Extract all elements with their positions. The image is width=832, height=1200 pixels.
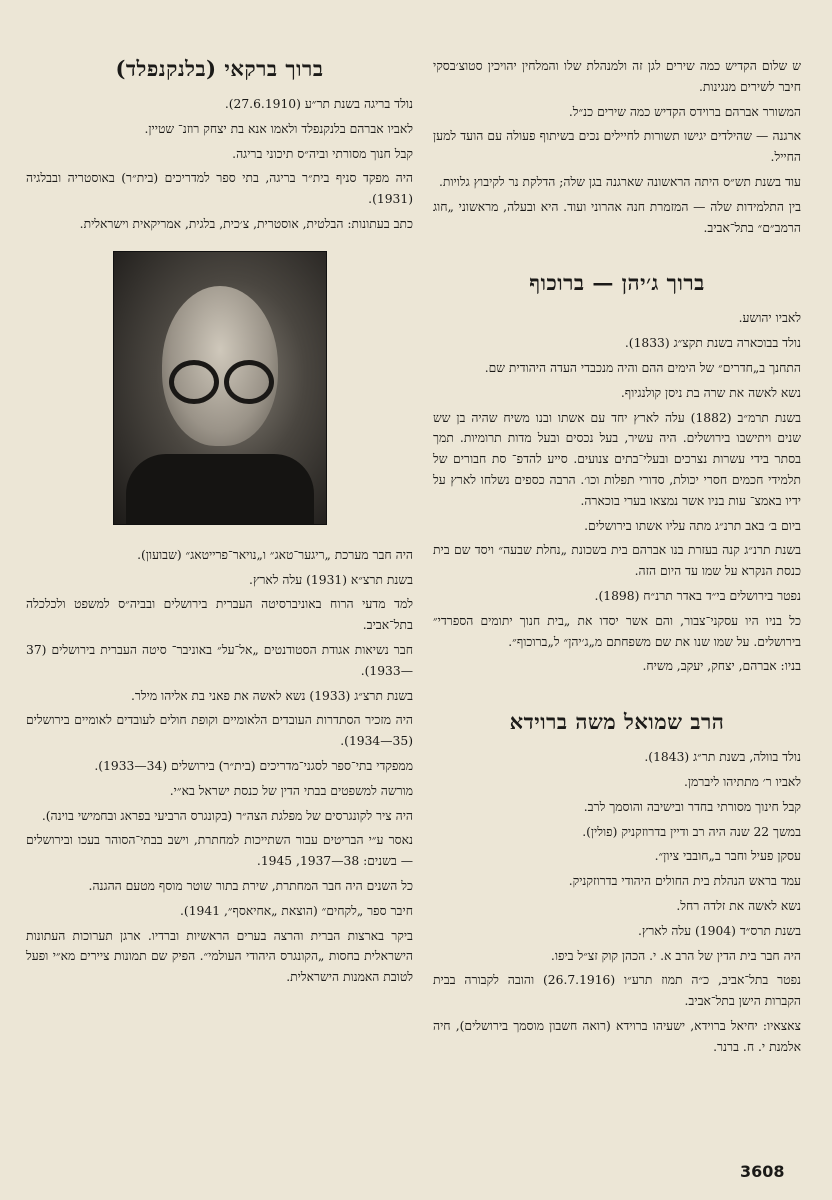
entry-baruch-barkai (26, 56, 413, 988)
paragraph: קבל חינוך מסורתי בחדר ובישיבה והוסמך לרב. (583, 799, 801, 814)
left-column (26, 56, 413, 992)
paragraph: עסקן פעיל וחבר ב„חובבי ציון״. (654, 849, 801, 864)
paragraph: במשך 22 שנה היה רב ודיין בדרוזקניק (פולין). (582, 824, 801, 839)
paragraph: ביקר בארצות הברית והרצה בערים הראשיות וברדיו. ארגן תערוכות העתונות הישראלית בחסות „הקונגרס היהודי העולמי״. הפיק שם תמונות ציירים מא״י ופעל לטובת האמנות הישראלית. (26, 928, 413, 985)
paragraph: ארגנה — שהילדים יגישו תשורות לחיילים נכים בשיתוף פעולה עם הועד למען החייל. (433, 129, 801, 165)
paragraph: נאסר ע״י הבריטים עבור השתייכות למחתרת, וישב בבתי־הסוהר בעכו ובירושלים — בשנים: 38—1937, 1945. (26, 833, 413, 869)
paragraph: כל בניו היו עסקני־צבור, והם אשר יסדו את „בית חנוך יתומים הספרדי״ בירושלים. על שמו שנו את שם משפחתם מ„ג׳יהן״ ל„ברוכוף״. (433, 613, 801, 649)
paragraph: בשנת תרמ״ב (1882) עלה לארץ יחד עם אשתו ובנו משיח שהיה בן שש שנים ויתישבו בירושלים. היה עשיר, בעל נכסים ובעל מדות תרומיות. תמך בסתר בידי עשרות נצרכים ובעלי־בתים צנועים. סייע להדפ־ סת חבורים של תלמידי חכמים חסרי יכולת, סדורי תפלות וכו׳. הרבה כספים נשלחו לארץ על ידיו באמצ־ עות בניו אשר נמצאו בערי בוכארה. (433, 410, 801, 508)
entry-baruch-jihan (433, 270, 801, 677)
entry-title: ברוך ברקאי (בלנקנפלד) (115, 56, 324, 81)
paragraph: לאביו יהושע. (738, 311, 801, 326)
paragraph: לאביו ר׳ מתתיהו ליברמן. (683, 774, 801, 789)
paragraph: בשנת תרצ״ג (1933) נשא לאשה את פאני בת אליהו מילר. (130, 688, 413, 703)
paragraph: בניו: אברהם, יצחק, יעקב, משיח. (642, 659, 801, 674)
paragraph: מורשה למשפטים בבתי הדין של כנסת ישראל בא״י. (169, 783, 413, 798)
right-column (433, 56, 801, 1061)
paragraph: קבל חנוך מסורתי וביה״ס תיכוני בריגה. (232, 146, 413, 161)
paragraph: כל השנים היה חבר המחתרת, שירת בתור שוטר מוסף מטעם ההגנה. (88, 878, 413, 893)
page-number: 3608 (740, 1162, 785, 1181)
entry-title: הרב שמואל משה ברוידא (509, 709, 725, 735)
paragraph: היה חבר בית הדין של הרב א. י. הכהן קוק זצ״ל ביפו. (550, 948, 801, 963)
paragraph: בשנת תרנ״ג קנה בעזרת בנו אברהם בית בשכונת „נחלת שבעה״ ויסד שם בית כנסת הנקרא על שמו עד היום הזה. (433, 543, 801, 579)
paragraph: כתב בעתונות: הבלטית, אוסטרית, צ׳כית, בלגית, אמריקאית וישראלית. (79, 216, 413, 231)
paragraph: המשורר אברהם ברוידס הקדיש כמה שירים כנ״ל. (568, 104, 801, 119)
paragraph: עמד בראש הנהלת בית החולים היהודי בדרוזקניק. (568, 874, 801, 889)
paragraph: ממפקדי בתי־ספר לסגני־מדריכים (בית״ר) בירושלים (34—1933). (94, 758, 413, 773)
paragraph: לאביו אברהם בלנקנפלד ולאמו אנא בת יצחק רוזנ־ שטיין. (144, 121, 413, 136)
paragraph: נפטר בתל־אביב, כ״ה תמוז תרע״ו (26.7.1916) והובה לקבורה בבית הקברות הישן בתל־אביב. (433, 973, 802, 1009)
paragraph: היה מפקד סניף בית״ר בריגה, בתי ספר למדריכים (בית״ר) באוסטריה ובבלגיה (1931). (26, 171, 413, 207)
paragraph: ש שלום הקדיש כמה שירים לגן זה ולמנהלת שלו והמלחין יהויכין סטוצ׳בסקי חיבר לשירים מנגינות. (433, 59, 801, 94)
paragraph: היה מזכיר הסתדרות העובדים הלאומיים וקופת חולים לעובדים לאומיים בירושלים (35—1934). (26, 713, 413, 749)
paragraph: נשא לאשה את שרה בת ניסן קולנגיוף. (620, 385, 801, 400)
paragraph: נפטר בירושלים בי״ד באדר תרנ״ח (1898). (594, 588, 801, 603)
entry-title: ברוך ג׳יהן — ברוכוף (529, 270, 705, 296)
portrait-photo (113, 251, 327, 525)
paragraph: ביום ב׳ באב תרנ״ג מתה עליו אשתו בירושלים. (584, 518, 801, 533)
paragraph: חבר נשיאות אגודת הסטודנטים „אל־על״ באוניבר־ סיטה העברית בירושלים (37—1933). (26, 642, 413, 678)
entry-shmuel-broyda (433, 709, 801, 1057)
paragraph: בשנת תרצ״א (1931) עלה לארץ. (249, 572, 413, 587)
paragraph: נולד בוולה, בשנת תר״ג (1843). (644, 750, 801, 765)
paragraph: נולד בבוכארה בשנת תקצ״ג (1833). (624, 336, 801, 351)
paragraph: היה ציר לקונגרסים של מפלגת הצה״ר (בקונגרס הרביעי בפראג ובחמישי בוינה). (41, 808, 413, 823)
paragraph: צאצאיו: יחיאל ברוידא, ישעיהו ברוידא (רואה חשבון מוסמך בירושלים), חיה אלמנת י. ח. ברנר. (433, 1018, 801, 1054)
paragraph: בין התלמידות שלה — המזמרת חנה אהרוני ועוד. היא ובעלה, מראשוני „חוג הרמב״ם״ בתל־אביב. (433, 199, 801, 235)
paragraph: נשא לאשה את זלדה רחל. (676, 898, 801, 913)
paragraph: למד מדעי הרוח באוניברסיטה העברית בירושלים ובביה״ס למשפט ולכלכלה בתל־אביב. (26, 597, 413, 633)
paragraph: חיבר ספר „לקחים״ (הוצאת „אחיאסף״, 1941). (180, 903, 413, 918)
paragraph: בשנת תרס״ד (1904) עלה לארץ. (637, 923, 801, 938)
intro-section (433, 56, 801, 238)
paragraph: עוד בשנת תש״ס היתה הראשונה שארגנה בגן שלה; הדלקת נר לקיבוץ גלויות. (439, 174, 801, 189)
paragraph: נולד בריגה בשנת תר״ע (27.6.1910). (224, 97, 413, 111)
paragraph: התחנך ב„חדרים״ של הימים ההם והיה מנכבדי העדה היהודית שם. (484, 360, 801, 375)
paragraph: היה חבר מערכת „ריגער־טאג״ ו„נויאר־פרייטאג״ (שבועון). (137, 547, 413, 562)
